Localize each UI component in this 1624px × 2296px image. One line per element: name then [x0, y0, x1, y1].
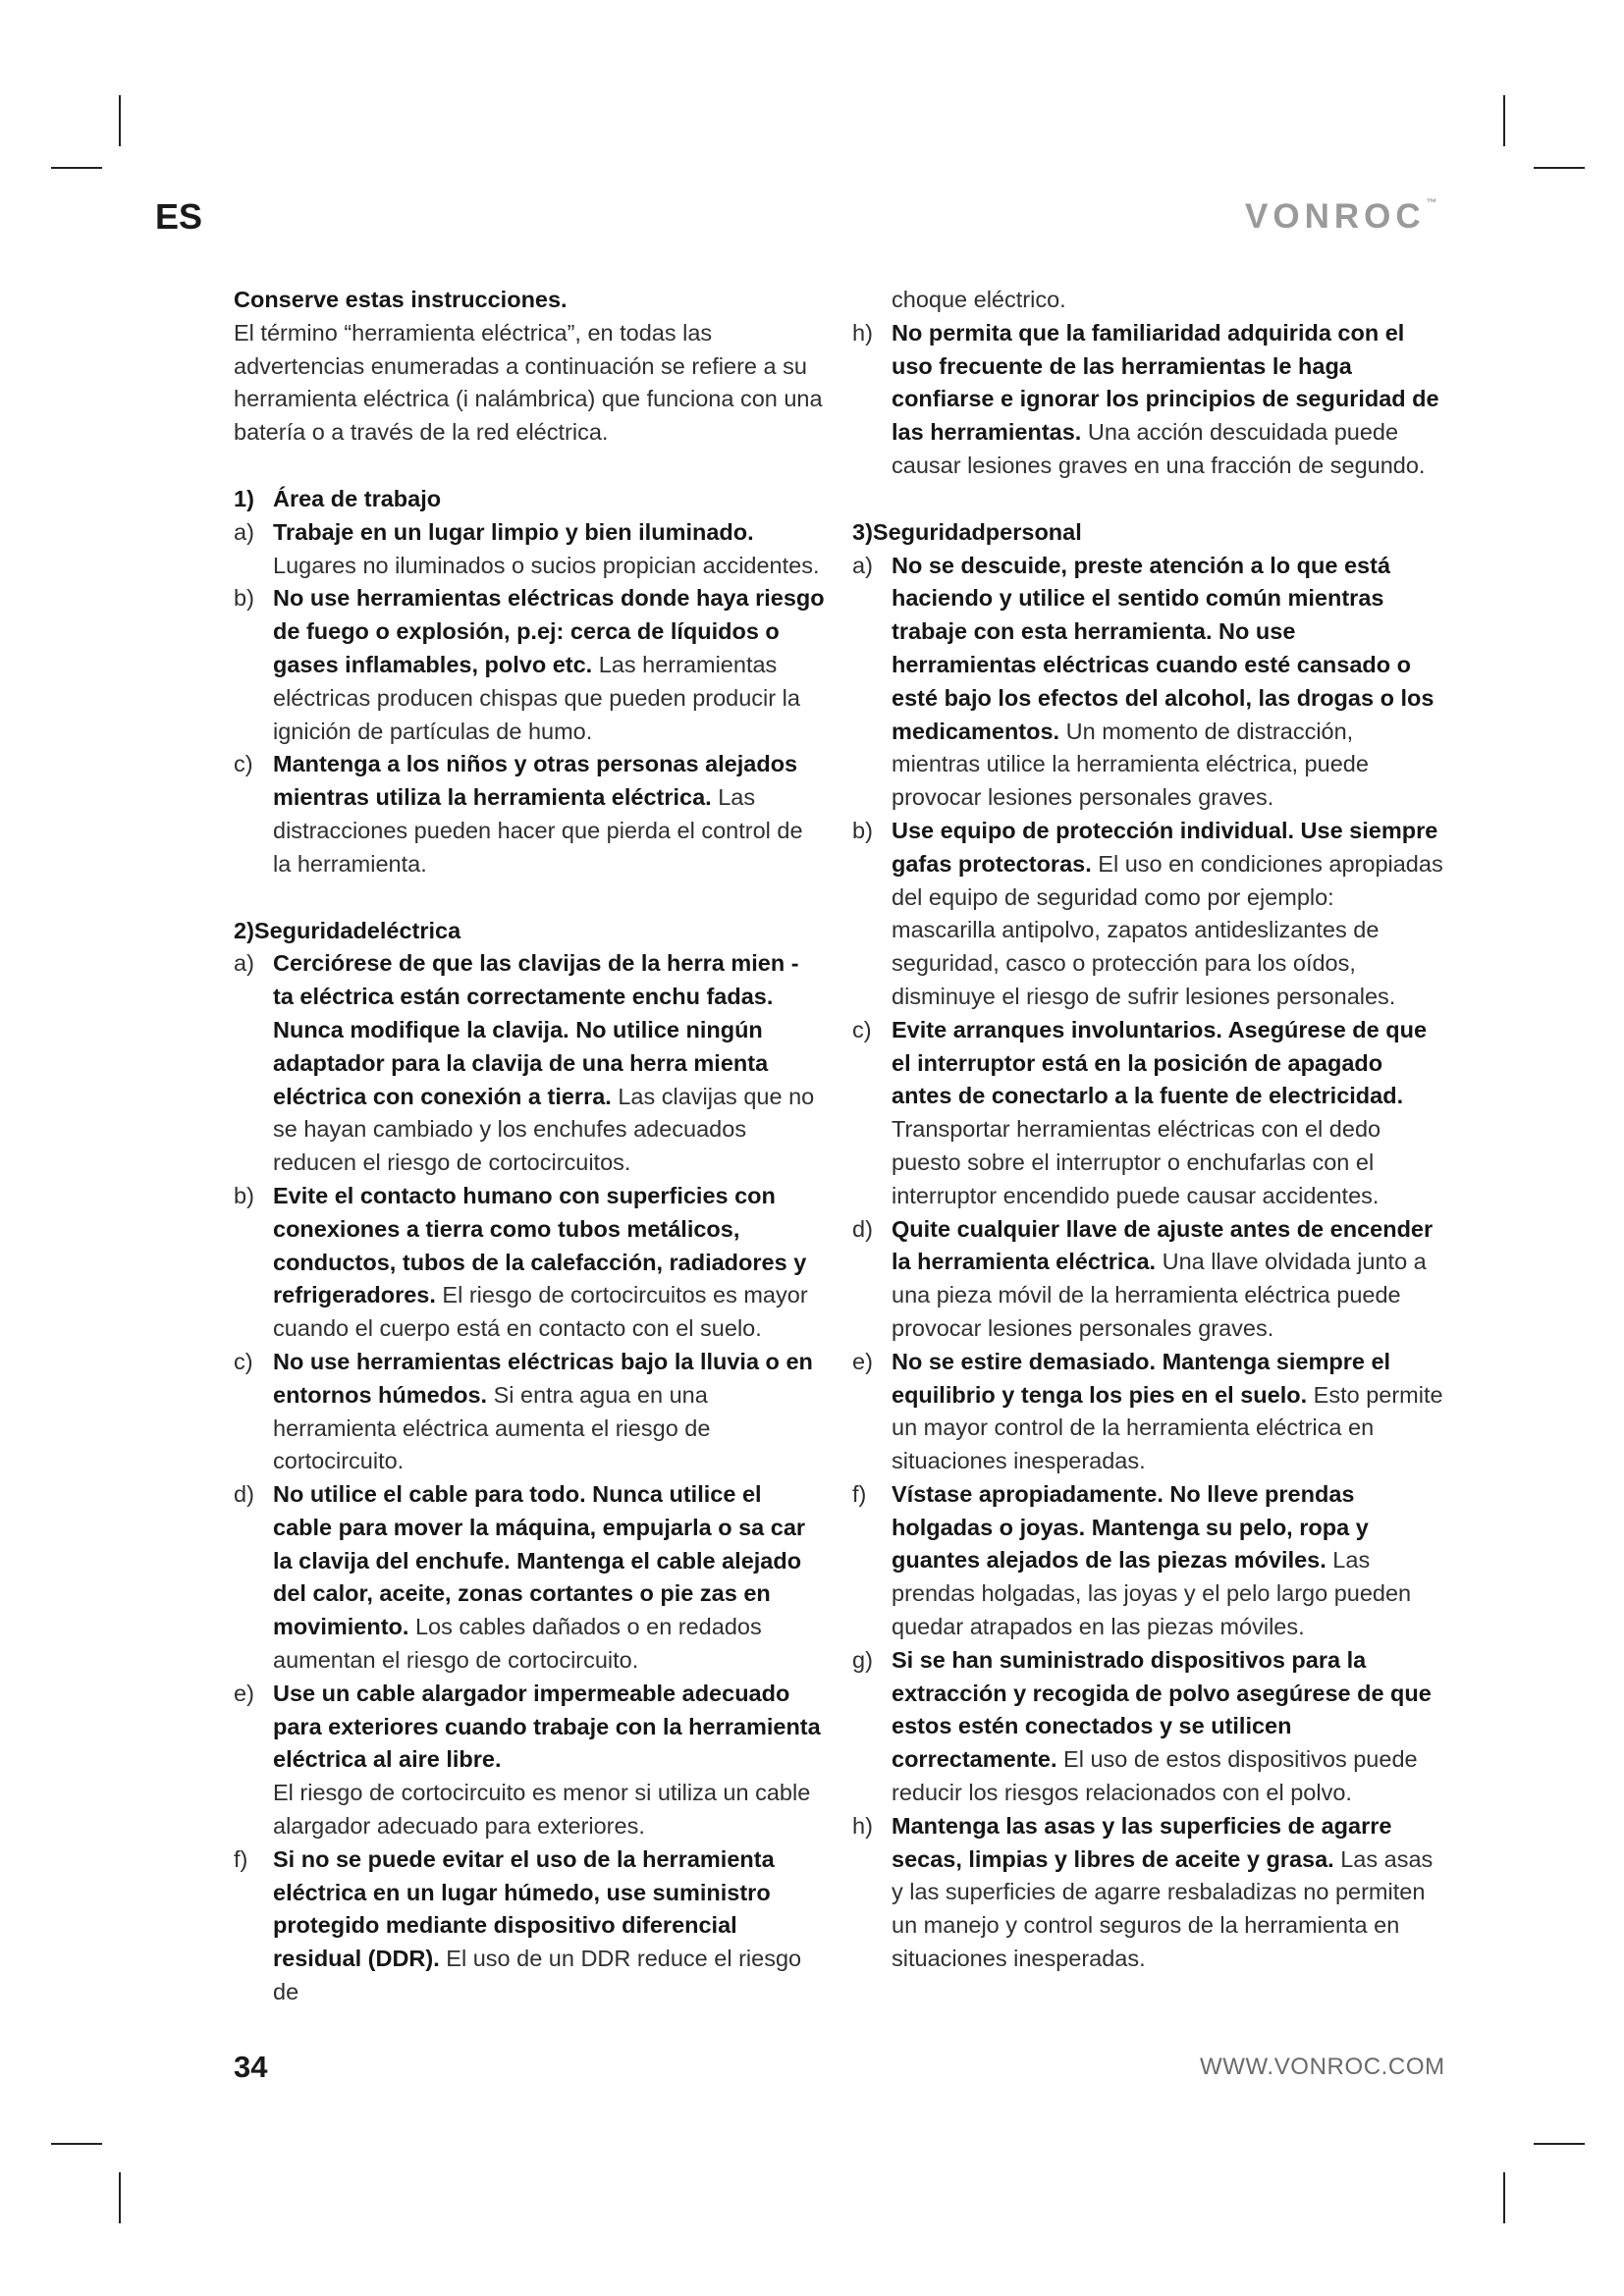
brand-logo-text: VONROC: [1245, 197, 1426, 236]
item-marker: c): [852, 1016, 872, 1042]
item-marker: b): [234, 1182, 254, 1208]
item-text: Las distracciones pueden hacer que pierda el control de la herramienta.: [273, 784, 803, 877]
section-3-item-a: [852, 550, 1443, 815]
item-text: Las asas y las superficies de agarre resbaladizas no permiten un manejo y control seguros de la herramienta en situaciones inesperadas.: [892, 1845, 1434, 1972]
item-marker: d): [852, 1215, 873, 1242]
item-marker: c): [234, 751, 253, 777]
item-bold: No use herramientas eléctricas bajo la lluvia o en entornos húmedos.: [273, 1348, 813, 1408]
item-bold: Si se han suministrado dispositivos para la extracción y recogida de polvo asegúrese de que estos estén conectados y se utilicen correctamente.: [892, 1646, 1432, 1773]
crop-mark-top-left-vertical: [119, 95, 121, 146]
section-1-title: Área de trabajo: [273, 485, 442, 511]
item-text: Las herramientas eléctricas producen chispas que pueden producir la ignición de partículas de humo.: [273, 651, 800, 744]
item-marker: g): [852, 1646, 873, 1673]
item-text: Esto permite un mayor control de la herramienta eléctrica en situaciones inesperadas.: [892, 1381, 1443, 1474]
item-bold: Evite arranques involuntarios. Asegúrese de que el interruptor está en la posición de apagado antes de conectarlo a la fuente de electricidad.: [892, 1016, 1428, 1109]
page-number: 34: [234, 2050, 268, 2084]
section-2-item-e: [234, 1678, 825, 1843]
right-column: [852, 284, 1443, 1976]
item-marker: b): [852, 817, 873, 843]
item-bold: No utilice el cable para todo. Nunca utilice el cable para mover la máquina, empujarla o sa car la clavija del enchufe. Mantenga el cable alejado del calor, aceite, zonas cortantes o pie zas en movimiento.: [273, 1481, 806, 1640]
section-1-item-a: [234, 516, 825, 583]
item-marker: f): [234, 1845, 248, 1872]
crop-mark-top-right-horizontal: [1534, 167, 1585, 169]
language-code: ES: [155, 196, 203, 237]
section-2-item-d: [234, 1478, 825, 1678]
item-marker: e): [852, 1348, 873, 1374]
item-bold: Quite cualquier llave de ajuste antes de encender la herramienta eléctrica.: [892, 1215, 1434, 1275]
item-marker: e): [234, 1680, 254, 1706]
section-2-item-a: [234, 947, 825, 1180]
section-1-number: 1): [234, 485, 254, 511]
section-3-item-c: [852, 1014, 1443, 1213]
crop-mark-bottom-left-vertical: [119, 2172, 121, 2223]
section-2-item-b: [234, 1180, 825, 1346]
item-marker: b): [234, 585, 254, 612]
section-3-item-f: [852, 1478, 1443, 1644]
section-2-item-c: [234, 1346, 825, 1478]
section-1-heading: [234, 483, 825, 516]
item-bold: No use herramientas eléctricas donde haya riesgo de fuego o explosión, p.ej: cerca de líquidos o gases inflamables, polvo etc.: [273, 585, 825, 677]
item-bold: Mantenga las asas y las superficies de agarre secas, limpias y libres de aceite y grasa.: [892, 1812, 1392, 1872]
section-3-item-e: [852, 1346, 1443, 1478]
item-text: choque eléctrico.: [892, 287, 1066, 312]
section-3-item-g: [852, 1644, 1443, 1810]
item-marker: a): [234, 950, 254, 977]
item-text: Una acción descuidada puede causar lesiones graves en una fracción de segundo.: [892, 419, 1426, 478]
section-3-item-b: [852, 815, 1443, 1014]
item-bold: No se descuide, preste atención a lo que está haciendo y utilice el sentido común mientras trabaje con esta herramienta. No use herramientas eléctricas cuando esté cansado o esté bajo los efectos del alcohol, las drogas o los medicamentos.: [892, 552, 1435, 744]
intro-text: El término “herramienta eléctrica”, en todas las advertencias enumeradas a continuación se refiere a su herramienta eléctrica (i nalámbrica) que funciona con una batería o a través de la red eléctrica.: [234, 319, 823, 446]
left-column: [234, 284, 825, 2009]
section-3-item-h: [852, 1810, 1443, 1976]
section-3-item-d: [852, 1213, 1443, 1346]
brand-logo: [1245, 197, 1437, 237]
section-2-heading: 2)Seguridadeléctrica: [234, 917, 461, 943]
item-bold: No se estire demasiado. Mantenga siempre el equilibrio y tenga los pies en el suelo.: [892, 1348, 1391, 1408]
item-bold: Mantenga a los niños y otras personas alejados mientras utiliza la herramienta eléctrica.: [273, 751, 798, 811]
intro-title: Conserve estas instrucciones.: [234, 287, 568, 312]
item-marker: a): [852, 552, 873, 578]
section-2-item-h: [852, 317, 1443, 483]
item-marker: d): [234, 1481, 254, 1508]
item-text: Lugares no iluminados o sucios propician accidentes.: [273, 552, 820, 578]
crop-mark-bottom-right-vertical: [1503, 2172, 1505, 2223]
website-url: WWW.VONROC.COM: [1200, 2054, 1445, 2080]
item-marker: h): [852, 319, 873, 346]
item-bold: Vístase apropiadamente. No lleve prendas holgadas o joyas. Mantenga su pelo, ropa y guantes alejados de las piezas móviles.: [892, 1480, 1369, 1574]
item-text: Una llave olvidada junto a una pieza móvil de la herramienta eléctrica puede provocar lesiones personales graves.: [892, 1249, 1427, 1341]
item-text: Las clavijas que no se hayan cambiado y los enchufes adecuados reducen el riesgo de cortocircuitos.: [273, 1083, 815, 1176]
section-2-item-f: [234, 1843, 825, 2009]
item-text: El uso de estos dispositivos puede reducir los riesgos relacionados con el polvo.: [892, 1746, 1418, 1806]
item-bold: Si no se puede evitar el uso de la herramienta eléctrica en un lugar húmedo, use suministro protegido mediante dispositivo diferencial residual (DDR).: [273, 1845, 775, 1972]
item-bold: Use un cable alargador impermeable adecuado para exteriores cuando trabaje con la herramienta eléctrica al aire libre.: [273, 1680, 821, 1773]
crop-mark-top-left-horizontal: [51, 167, 102, 169]
crop-mark-bottom-left-horizontal: [51, 2143, 102, 2145]
item-text: Los cables dañados o en redados aumentan el riesgo de cortocircuito.: [273, 1614, 762, 1674]
item-marker: a): [234, 518, 254, 545]
item-text: Las prendas holgadas, las joyas y el pelo largo pueden quedar atrapados en las piezas móviles.: [892, 1547, 1412, 1640]
item-text: Transportar herramientas eléctricas con el dedo puesto sobre el interruptor o enchufarlas con el interruptor encendido puede causar accidentes.: [892, 1116, 1381, 1208]
item-marker: h): [852, 1812, 873, 1839]
crop-mark-bottom-right-horizontal: [1534, 2143, 1585, 2145]
item-bold: No permita que la familiaridad adquirida con el uso frecuente de las herramientas le haga confiarse e ignorar los principios de seguridad de las herramientas.: [892, 319, 1439, 446]
item-marker: f): [852, 1480, 867, 1507]
item-text: Si entra agua en una herramienta eléctrica aumenta el riesgo de cortocircuito.: [273, 1381, 711, 1474]
item-text: El uso de un DDR reduce el riesgo de: [273, 1946, 802, 2005]
crop-mark-top-right-vertical: [1503, 95, 1505, 146]
item-bold: Evite el contacto humano con superficies con conexiones a tierra como tubos metálicos, conductos, tubos de la calefacción, radiadores y refrigeradores.: [273, 1182, 807, 1308]
item-bold: Cerciórese de que las clavijas de la herra mien - ta eléctrica están correctamente enchu fadas. Nunca modifique la clavija. No utilice ningún adaptador para la clavija de una herra mienta eléctrica con conexión a tierra.: [273, 950, 799, 1109]
item-bold: Trabaje en un lugar limpio y bien iluminado.: [273, 518, 754, 545]
item-marker: c): [234, 1348, 253, 1374]
brand-trademark: ™: [1426, 197, 1437, 209]
section-3-heading: 3)Seguridadpersonal: [852, 518, 1082, 545]
item-text: El uso en condiciones apropiadas del equipo de seguridad como por ejemplo: mascarilla antipolvo, zapatos antideslizantes de seguridad, casco o protección para los oídos, disminuye el riesgo de sufrir lesiones personales.: [892, 850, 1443, 1009]
section-2-item-f-continued: [852, 284, 1443, 317]
item-bold: Use equipo de protección individual. Use siempre gafas protectoras.: [892, 817, 1438, 877]
item-text: El riesgo de cortocircuitos es mayor cuando el cuerpo está en contacto con el suelo.: [273, 1282, 808, 1342]
item-text: El riesgo de cortocircuito es menor si utiliza un cable alargador adecuado para exteriores.: [273, 1780, 811, 1840]
item-text: Un momento de distracción, mientras utilice la herramienta eléctrica, puede provocar lesiones personales graves.: [892, 718, 1369, 811]
section-1-item-c: [234, 748, 825, 881]
intro-block: [234, 284, 825, 450]
section-1-item-b: [234, 582, 825, 748]
